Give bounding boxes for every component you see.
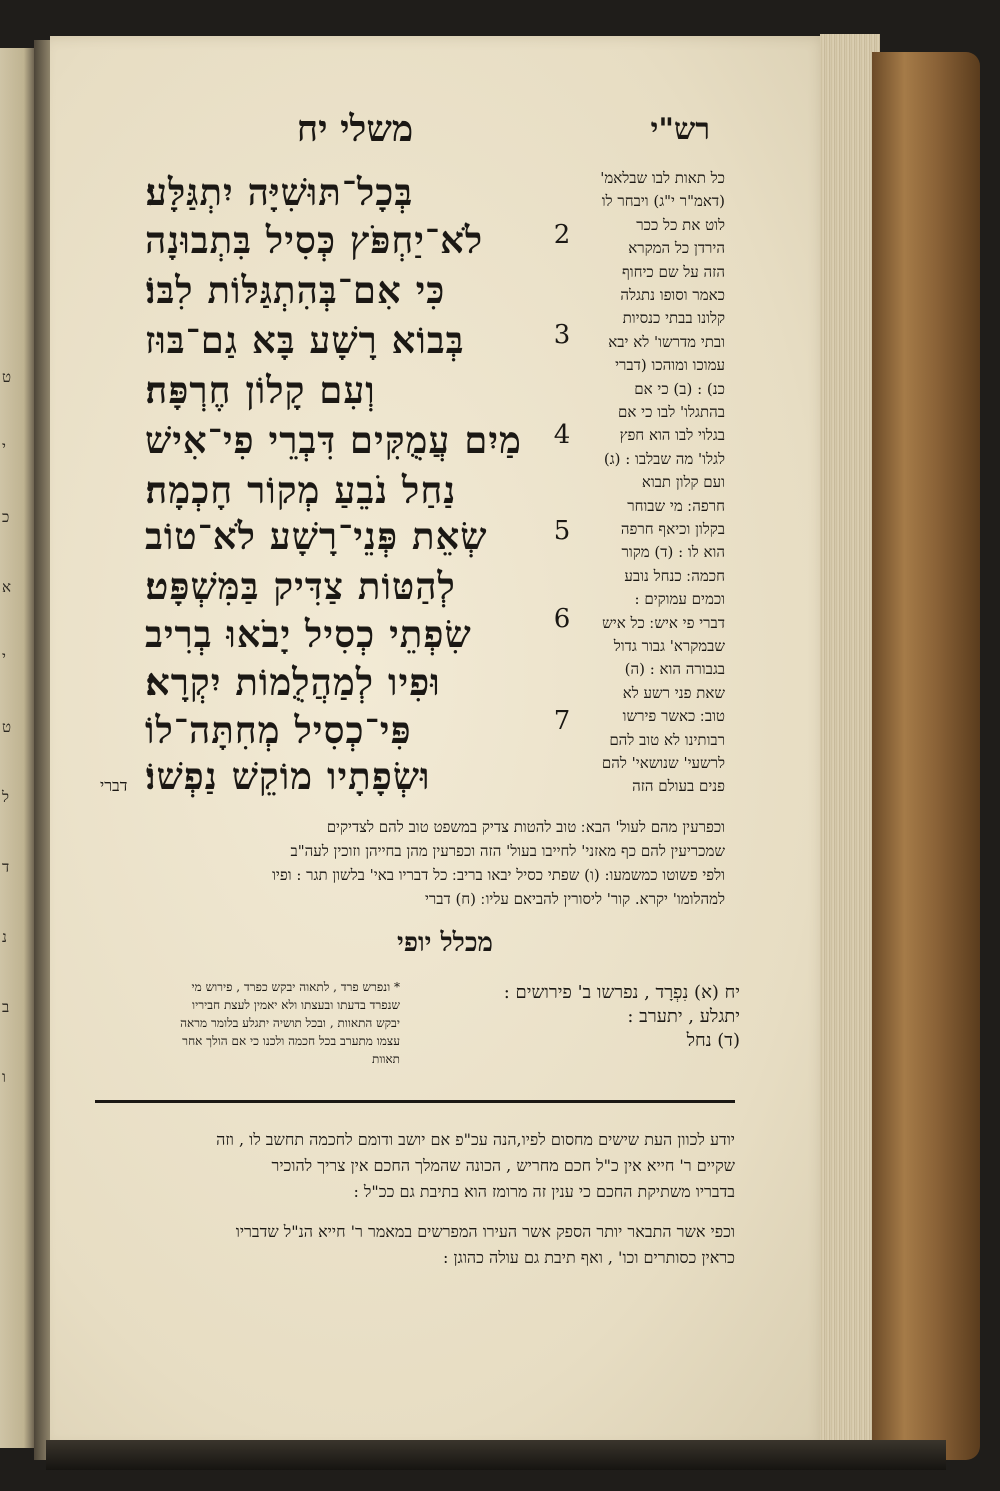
- rashi-line: בהתגלו' לבו כי אם: [618, 403, 725, 421]
- rashi-line: רבותינו לא טוב להם: [609, 730, 725, 749]
- rashi-line: לוט את כל ככר: [636, 215, 725, 234]
- verse-line: כִּי אִם־בְּהִתְגַּלּוֹת לִבּוֹ׃: [145, 268, 446, 312]
- rashi-line: וכמים עמוקים :: [634, 590, 725, 609]
- left-page-glyph: א: [2, 578, 12, 596]
- yafe-note-line: שנפרד בדעתו ובעצתו ולא יאמין לעצת חביריו: [192, 998, 400, 1012]
- bottom-shadow: [46, 1440, 946, 1470]
- section-title: מכלל יופי: [397, 928, 493, 958]
- left-page-glyph: י: [2, 438, 6, 456]
- yafe-note-line: יבקש התאוות , ובכל תושיה יתגלע בלומר מראה: [180, 1016, 400, 1030]
- rashi-line: ועם קלון תבוא: [641, 473, 725, 492]
- yafe-note-line: * ונפרש פרד , לתאוה יבקש כפרד , פירוש מי: [191, 980, 400, 994]
- verse-number: 7: [553, 706, 571, 736]
- lower-line: שקיים ר' חייא אין כ"ל חכם מחריש , הכונה שהמלך החכם אין צריך להוכיר: [271, 1156, 735, 1175]
- yafe-note-line: תאוות: [372, 1052, 400, 1066]
- footnote-line: ולפי פשוטו כמשמעו: (ו) שפתי כסיל יבאו בריב ׃ כל דבריו באי' בלשון תגר : ופיו: [272, 866, 725, 884]
- verse-line: שְׂאֵת פְּנֵי־רָשָׁע לֹא־טוֹב: [145, 514, 488, 558]
- left-page-glyph: י: [2, 648, 6, 666]
- left-page-glyph: ל: [2, 788, 10, 806]
- rashi-line: פנים בעולם הזה: [632, 777, 725, 796]
- verse-line: וּשְׂפָתָיו מוֹקֵשׁ נַפְשׁוֹ׃: [145, 754, 431, 798]
- verse-number: 3: [553, 320, 571, 350]
- rashi-line: כנ) : (ב) כי אם: [634, 379, 725, 398]
- rashi-line: (דאמ"ר י"ג) ויבחר לו: [601, 192, 725, 211]
- rashi-line: כאמר וסופו נתגלה: [620, 286, 725, 304]
- rashi-line: עמוכו ומוהכו (דברי: [615, 356, 725, 375]
- lower-line: בדבריו משתיקת החכם כי ענין זה מרומז הוא בתיבת גם ככ"ל :: [353, 1182, 735, 1201]
- rashi-line: הזה על שם כיחוף: [622, 262, 725, 281]
- left-page-glyph: ו: [2, 1068, 6, 1086]
- left-page-glyph: ט: [2, 368, 12, 386]
- verse-line: נַחַל נֹבֵעַ מְקוֹר חָכְמָה׃: [145, 468, 457, 512]
- rashi-line: חכמה ׃ כנחל נובע: [624, 566, 725, 585]
- left-page-glyph: ב: [2, 998, 10, 1016]
- yafe-line: (ד) נחל: [686, 1030, 740, 1051]
- verse-number: 2: [553, 220, 571, 250]
- rashi-line: דברי פי איש ׃ כל איש: [602, 613, 725, 632]
- book-cover: [872, 52, 980, 1460]
- rashi-line: ובתי מדרשו' לא יבא: [608, 332, 725, 351]
- rashi-line: הירדן כל המקרא: [628, 239, 725, 258]
- page-edges: [820, 34, 880, 1454]
- left-page-edge: [0, 48, 34, 1448]
- rashi-line: חרפה ׃ מי שבוחר: [627, 496, 725, 515]
- verse-line: מַיִם עֲמֻקִּים דִּבְרֵי פִי־אִישׁ: [145, 418, 522, 462]
- left-page-glyph: נ: [2, 928, 7, 946]
- lower-line: וכפי אשר התבאר יותר הספק אשר העירו המפרשים במאמר ר' חייא הנ"ל שדבריו: [235, 1222, 735, 1241]
- left-page-glyph: ד: [2, 858, 10, 876]
- left-page-glyph: כ: [2, 508, 10, 526]
- page-header-rashi: רש"י: [650, 112, 710, 147]
- rashi-line: קלונו בבתי כנסיות: [622, 309, 725, 328]
- verse-line: וּפִיו לְמַהֲלֻמוֹת יִקְרָא׃: [145, 660, 441, 704]
- footnote-line: וכפרעין מהם לעול' הבא ׃ טוב להטות צדיק במשפט טוב להם לצדיקים: [326, 818, 725, 836]
- yafe-note-line: עצמו מתערב בכל חכמה ולכנו כי אם הולך אחר: [182, 1034, 400, 1048]
- rashi-line: לרשעי' שנושאי' להם: [601, 754, 725, 772]
- page-header-title: משלי יח: [296, 108, 414, 150]
- rashi-line: לגלו' מה שבלבו : (ג): [603, 449, 725, 468]
- verse-line: שִׂפְתֵי כְסִיל יָבֹאוּ בְרִיב: [145, 612, 472, 656]
- divider-rule: [95, 1100, 735, 1103]
- verse-line: וְעִם קָלוֹן חֶרְפָּה׃: [145, 368, 376, 412]
- footnote-line: שמכריעין להם כף מאזני' לחייבו בעול' הזה וכפרעין מהן בחייהן וזוכין לעה"ב: [290, 842, 725, 860]
- verse-number: 6: [553, 604, 571, 634]
- yafe-line: יח (א) נִפְרָד , נפרשו ב' פירושים :: [503, 982, 740, 1003]
- verse-line: לֹא־יַחְפֹּץ כְּסִיל בִּתְבוּנָה: [145, 218, 484, 262]
- verse-line: בְּבוֹא רָשָׁע בָּא גַם־בּוּז: [145, 318, 465, 362]
- catchword: דברי: [100, 776, 128, 795]
- verse-number: 5: [553, 516, 571, 546]
- left-page-glyph: ט: [2, 718, 12, 736]
- rashi-line: הוא לו : (ד) מקור: [621, 543, 725, 562]
- rashi-line: טוב ׃ כאשר פירשו: [622, 707, 725, 726]
- rashi-line: בקלון וכיאף חרפה: [620, 520, 725, 538]
- yafe-line: יתגלע , יתערב :: [627, 1006, 740, 1027]
- lower-line: יודע לכוון העת שישים מחסום לפיו,הנה עכ"פ אם יושב ודומם לחכמה תחשב לו , וזה: [216, 1130, 735, 1149]
- verse-line: לְהַטּוֹת צַדִּיק בַּמִּשְׁפָּט׃: [145, 564, 456, 608]
- rashi-line: שבמקרא' גבור גדול: [613, 637, 725, 655]
- rashi-line: שאת פני רשע לא: [622, 683, 725, 702]
- rashi-line: בגבורה הוא : (ה): [624, 660, 725, 679]
- rashi-line: בגלוי לבו הוא חפץ: [619, 426, 725, 445]
- rashi-line: כל תאות לבו שבלאמ': [600, 169, 725, 187]
- verse-line: פִּי־כְסִיל מְחִתָּה־לוֹ: [145, 708, 412, 752]
- lower-line: כראין כסותרים וכו' , ואף תיבת גם עולה כהוגן :: [442, 1248, 735, 1267]
- verse-number: 4: [553, 420, 571, 450]
- verse-line: בְּכָל־תּוּשִׁיָּה יִתְגַּלָּע׃: [145, 170, 414, 214]
- footnote-line: למהלומו' יקרא. קור' ליסורין להביאם עליו ׃ (ח) דברי: [424, 890, 725, 908]
